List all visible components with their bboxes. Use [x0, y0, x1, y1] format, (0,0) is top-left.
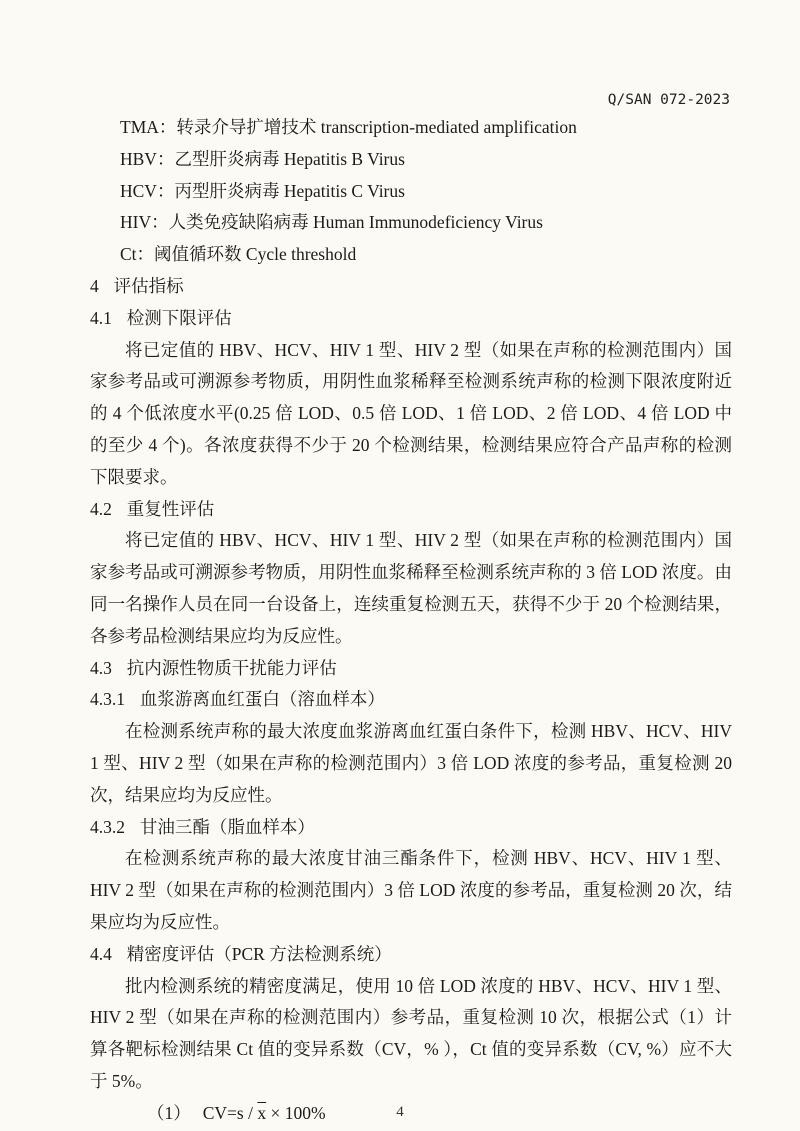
document-body	[90, 112, 732, 1130]
section-number: 4	[90, 275, 99, 296]
section-heading-4-3	[90, 653, 732, 685]
section-title: 血浆游离血红蛋白（溶血样本）	[139, 689, 385, 710]
formula-x-bar: $\overline{x}$	[257, 1102, 267, 1123]
section-heading-4-3-2	[90, 812, 732, 844]
section-number: 4.1	[90, 307, 112, 328]
section-title: 甘油三酯（脂血样本）	[139, 816, 315, 837]
section-number: 4.2	[90, 498, 112, 519]
section-number: 4.3.2	[90, 816, 125, 837]
section-title: 检测下限评估	[126, 307, 232, 328]
section-number: 4.3	[90, 657, 112, 678]
section-title: 精密度评估（PCR 方法检测系统）	[126, 943, 392, 964]
section-title: 重复性评估	[126, 498, 215, 519]
formula-lhs: CV=s /	[202, 1102, 253, 1123]
doc-code: Q/SAN 072-2023	[607, 92, 730, 108]
abbreviation-line-hiv: HIV：人类免疫缺陷病毒 Human Immunodeficiency Virus	[120, 212, 543, 233]
paragraph-repeatability: 将已定值的 HBV、HCV、HIV 1 型、HIV 2 型（如果在声称的检测范围内）国家参考品或可溯源参考物质，用阴性血浆稀释至检测系统声称的 3 倍 LOD 浓度。由同一名操作人员在同一台设备上，连续重复检测五天，获得不少于 20 个检测结果，各参考品检测结果应均为反应性。	[90, 530, 732, 646]
abbreviation-line-hbv: HBV：乙型肝炎病毒 Hepatitis B Virus	[120, 148, 405, 169]
section-title: 抗内源性物质干扰能力评估	[126, 657, 337, 678]
paragraph-triglyceride: 在检测系统声称的最大浓度甘油三酯条件下，检测 HBV、HCV、HIV 1 型、HIV 2 型（如果在声称的检测范围内）3 倍 LOD 浓度的参考品，重复检测 20 次，结果应均为反应性。	[90, 848, 732, 932]
section-title: 评估指标	[113, 275, 184, 296]
section-heading-4-2	[90, 494, 732, 526]
formula-rhs: × 100%	[270, 1102, 326, 1123]
paragraph-hemoglobin: 在检测系统声称的最大浓度血浆游离血红蛋白条件下，检测 HBV、HCV、HIV 1 型、HIV 2 型（如果在声称的检测范围内）3 倍 LOD 浓度的参考品，重复检测 20 次，结果应均为反应性。	[90, 721, 732, 805]
formula-number: （1）	[147, 1102, 191, 1123]
section-heading-4-3-1	[90, 684, 732, 716]
section-heading-4-4	[90, 939, 732, 971]
abbreviation-line-hcv: HCV：丙型肝炎病毒 Hepatitis C Virus	[120, 180, 405, 201]
abbreviation-line-ct: Ct：阈值循环数 Cycle threshold	[120, 244, 357, 265]
section-heading-4	[90, 271, 732, 303]
section-number: 4.4	[90, 943, 112, 964]
section-number: 4.3.1	[90, 689, 125, 710]
section-heading-4-1	[90, 303, 732, 335]
abbreviation-line-tma: TMA：转录介导扩增技术 transcription-mediated amplification	[120, 117, 577, 137]
paragraph-precision: 批内检测系统的精密度满足，使用 10 倍 LOD 浓度的 HBV、HCV、HIV 1 型、HIV 2 型（如果在声称的检测范围内）参考品，重复检测 10 次，根据公式（1）计算各靶标检测结果 Ct 值的变异系数（CV，% ），Ct 值的变异系数（CV, %）应不大于 5%。	[90, 975, 732, 1091]
paragraph-lod-evaluation: 将已定值的 HBV、HCV、HIV 1 型、HIV 2 型（如果在声称的检测范围内）国家参考品或可溯源参考物质，用阴性血浆稀释至检测系统声称的检测下限浓度附近的 4 个低浓度水平(0.25 倍 LOD、0.5 倍 LOD、1 倍 LOD、2 倍 LOD、4 倍 LOD 中的至少 4 个)。各浓度获得不少于 20 个检测结果，检测结果应符合产品声称的检测下限要求。	[90, 339, 732, 487]
page-number: 4	[396, 1104, 404, 1120]
